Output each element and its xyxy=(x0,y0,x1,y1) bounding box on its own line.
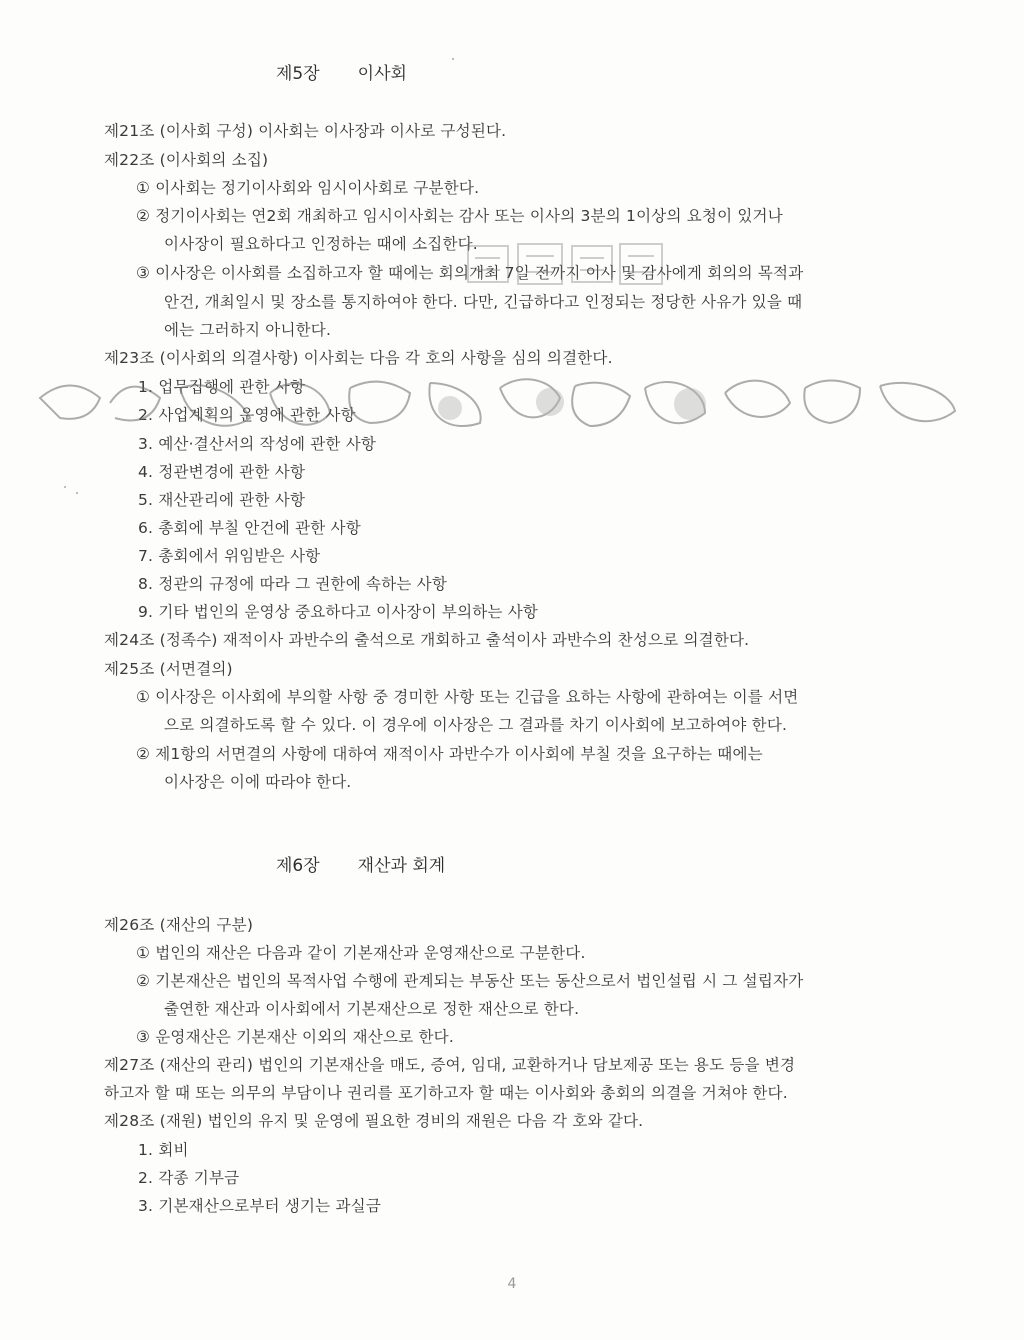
article-26-title: 제26조 (재산의 구분) xyxy=(104,916,254,934)
article-22-item-3: ③ 이사장은 이사회를 소집하고자 할 때에는 회의개최 7일 전까지 이사 및 감사에게 회의의 목적과 xyxy=(136,264,804,282)
article-23-item-9: 9. 기타 법인의 운영상 중요하다고 이사장이 부의하는 사항 xyxy=(138,603,539,621)
article-25-item-1-cont: 으로 의결하도록 할 수 있다. 이 경우에 이사장은 그 결과를 차기 이사회에 보고하여야 한다. xyxy=(164,716,788,734)
article-28-title: 제28조 (재원) 법인의 유지 및 운영에 필요한 경비의 재원은 다음 각 호와 같다. xyxy=(104,1112,644,1130)
article-22-item-2: ② 정기이사회는 연2회 개최하고 임시이사회는 감사 또는 이사의 3분의 1이상의 요청이 있거나 xyxy=(136,207,783,225)
article-25-title: 제25조 (서면결의) xyxy=(104,660,233,678)
article-28-item-2: 2. 각종 기부금 xyxy=(138,1169,240,1187)
article-27-cont: 하고자 할 때 또는 의무의 부담이나 권리를 포기하고자 할 때는 이사회와 총회의 의결을 거쳐야 한다. xyxy=(104,1084,788,1102)
chapter-5-number: 제5장 xyxy=(276,64,320,84)
article-23-item-3: 3. 예산·결산서의 작성에 관한 사항 xyxy=(138,435,377,453)
article-23-item-8: 8. 정관의 규정에 따라 그 권한에 속하는 사항 xyxy=(138,575,448,593)
scan-speck xyxy=(452,58,454,60)
chapter-5-heading xyxy=(276,62,407,86)
article-22-title: 제22조 (이사회의 소집) xyxy=(104,151,269,169)
article-23-title: 제23조 (이사회의 의결사항) 이사회는 다음 각 호의 사항을 심의 의결한다. xyxy=(104,349,613,367)
article-21: 제21조 (이사회 구성) 이사회는 이사장과 이사로 구성된다. xyxy=(104,122,507,140)
article-28-item-1: 1. 회비 xyxy=(138,1141,189,1159)
article-22-item-3-cont-2: 에는 그러하지 아니한다. xyxy=(164,321,332,339)
article-22-item-2-cont: 이사장이 필요하다고 인정하는 때에 소집한다. xyxy=(164,235,478,253)
article-25-item-2-cont: 이사장은 이에 따라야 한다. xyxy=(164,773,352,791)
article-23-item-2: 2. 사업계획의 운영에 관한 사항 xyxy=(138,406,356,424)
article-27: 제27조 (재산의 관리) 법인의 기본재산을 매도, 증여, 임대, 교환하거나 담보제공 또는 용도 등을 변경 xyxy=(104,1056,796,1074)
chapter-6-number: 제6장 xyxy=(276,856,320,876)
article-23-item-7: 7. 총회에서 위임받은 사항 xyxy=(138,547,321,565)
article-25-item-2: ② 제1항의 서면결의 사항에 대하여 재적이사 과반수가 이사회에 부칠 것을 요구하는 때에는 xyxy=(136,745,763,763)
article-28-item-3: 3. 기본재산으로부터 생기는 과실금 xyxy=(138,1197,381,1215)
page-number: 4 xyxy=(507,1276,517,1292)
article-22-item-3-cont-1: 안건, 개최일시 및 장소를 통지하여야 한다. 다만, 긴급하다고 인정되는 정당한 사유가 있을 때 xyxy=(164,293,803,311)
article-23-item-5: 5. 재산관리에 관한 사항 xyxy=(138,491,306,509)
article-25-item-1: ① 이사장은 이사회에 부의할 사항 중 경미한 사항 또는 긴급을 요하는 사항에 관하여는 이를 서면 xyxy=(136,688,799,706)
article-26-item-2-cont: 출연한 재산과 이사회에서 기본재산으로 정한 재산으로 한다. xyxy=(164,1000,580,1018)
chapter-6-heading xyxy=(276,854,445,878)
article-24: 제24조 (정족수) 재적이사 과반수의 출석으로 개회하고 출석이사 과반수의 찬성으로 의결한다. xyxy=(104,631,750,649)
article-23-item-4: 4. 정관변경에 관한 사항 xyxy=(138,463,306,481)
chapter-6-title: 재산과 회계 xyxy=(357,856,446,876)
article-26-item-2: ② 기본재산은 법인의 목적사업 수행에 관계되는 부동산 또는 동산으로서 법인설립 시 그 설립자가 xyxy=(136,972,804,990)
article-26-item-1: ① 법인의 재산은 다음과 같이 기본재산과 운영재산으로 구분한다. xyxy=(136,944,586,962)
article-23-item-1: 1. 업무집행에 관한 사항 xyxy=(138,378,306,396)
article-23-item-6: 6. 총회에 부칠 안건에 관한 사항 xyxy=(138,519,361,537)
chapter-5-title: 이사회 xyxy=(357,64,407,84)
article-22-item-1: ① 이사회는 정기이사회와 임시이사회로 구분한다. xyxy=(136,179,480,197)
article-26-item-3: ③ 운영재산은 기본재산 이외의 재산으로 한다. xyxy=(136,1028,454,1046)
scan-speck xyxy=(64,486,66,488)
scan-speck xyxy=(76,492,78,494)
